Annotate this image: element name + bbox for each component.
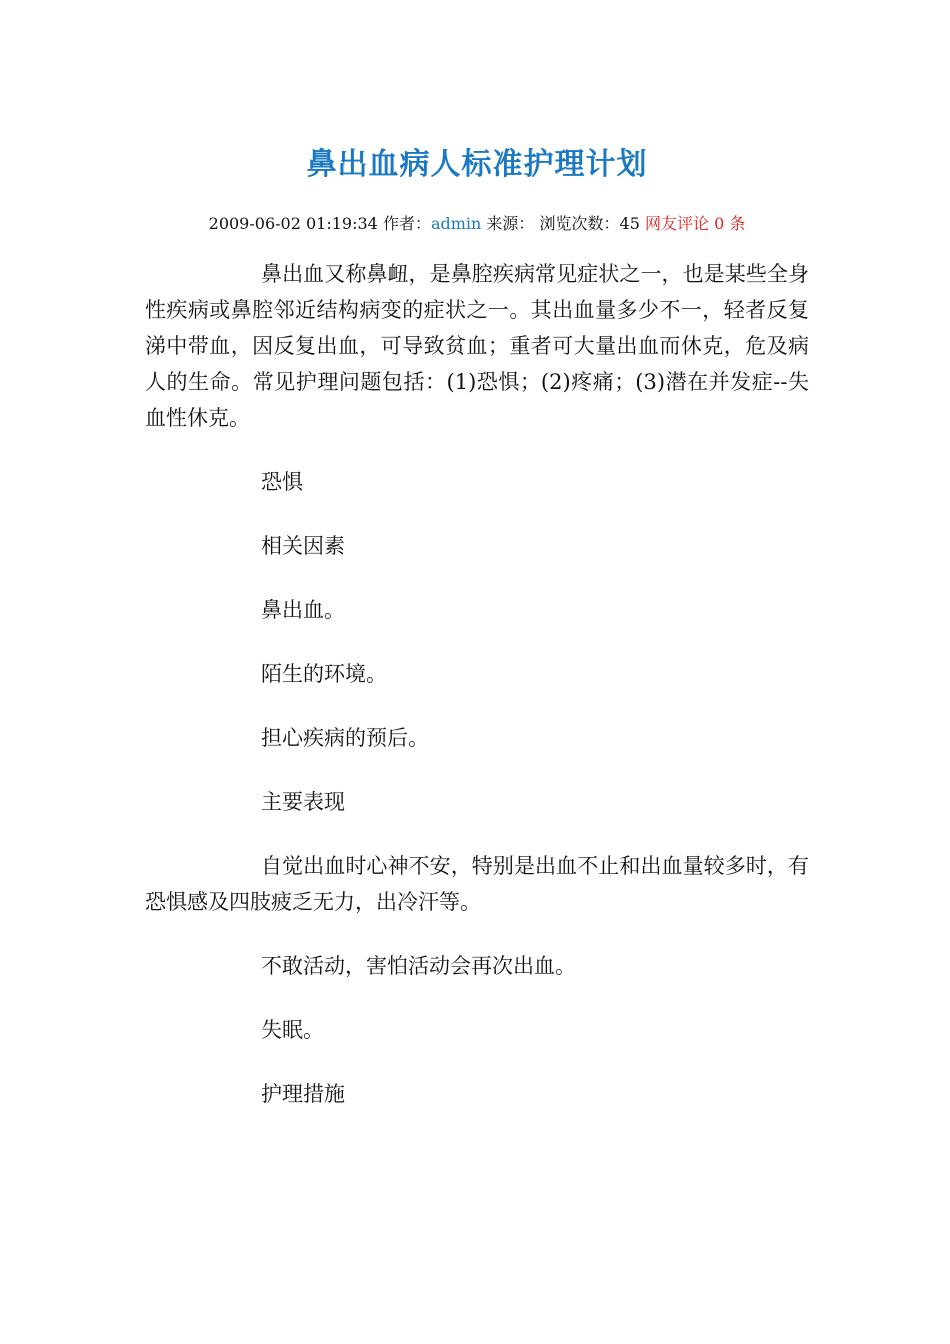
section-heading-fear: 恐惧 <box>261 470 303 494</box>
author-label: 作者： <box>382 214 431 233</box>
paragraph: 鼻出血。 <box>261 598 345 622</box>
article-title: 鼻出血病人标准护理计划 <box>306 147 648 182</box>
author-link[interactable]: admin <box>430 214 482 233</box>
paragraph: 担心疾病的预后。 <box>261 726 429 750</box>
intro-paragraph: 鼻出血又称鼻衄，是鼻腔疾病常见症状之一，也是某些全身性疾病或鼻腔邻近结构病变的症状之一。其出血量多少不一，轻者反复涕中带血，因反复出血，可导致贫血；重者可大量出血而休克，危及病人的生命。常见护理问题包括：(1)恐惧；(2)疼痛；(3)潜在并发症--失血性休克。 <box>145 262 809 430</box>
comments-link[interactable]: 网友评论 0 条 <box>645 214 746 233</box>
paragraph: 不敢活动，害怕活动会再次出血。 <box>261 954 576 978</box>
article-body <box>145 256 809 1140</box>
paragraph: 自觉出血时心神不安，特别是出血不止和出血量较多时，有恐惧感及四肢疲乏无力，出冷汗等。 <box>145 854 809 914</box>
article-meta <box>145 212 809 236</box>
source-label: 来源： <box>486 214 535 233</box>
publish-datetime: 2009-06-02 01:19:34 <box>208 214 378 233</box>
subheading-related-factors: 相关因素 <box>261 534 345 558</box>
views-label: 浏览次数： <box>539 214 620 233</box>
paragraph: 失眠。 <box>261 1018 324 1042</box>
paragraph: 陌生的环境。 <box>261 662 387 686</box>
views-count: 45 <box>619 214 640 233</box>
subheading-nursing-measures: 护理措施 <box>261 1082 345 1106</box>
subheading-main-manifestations: 主要表现 <box>261 790 345 814</box>
